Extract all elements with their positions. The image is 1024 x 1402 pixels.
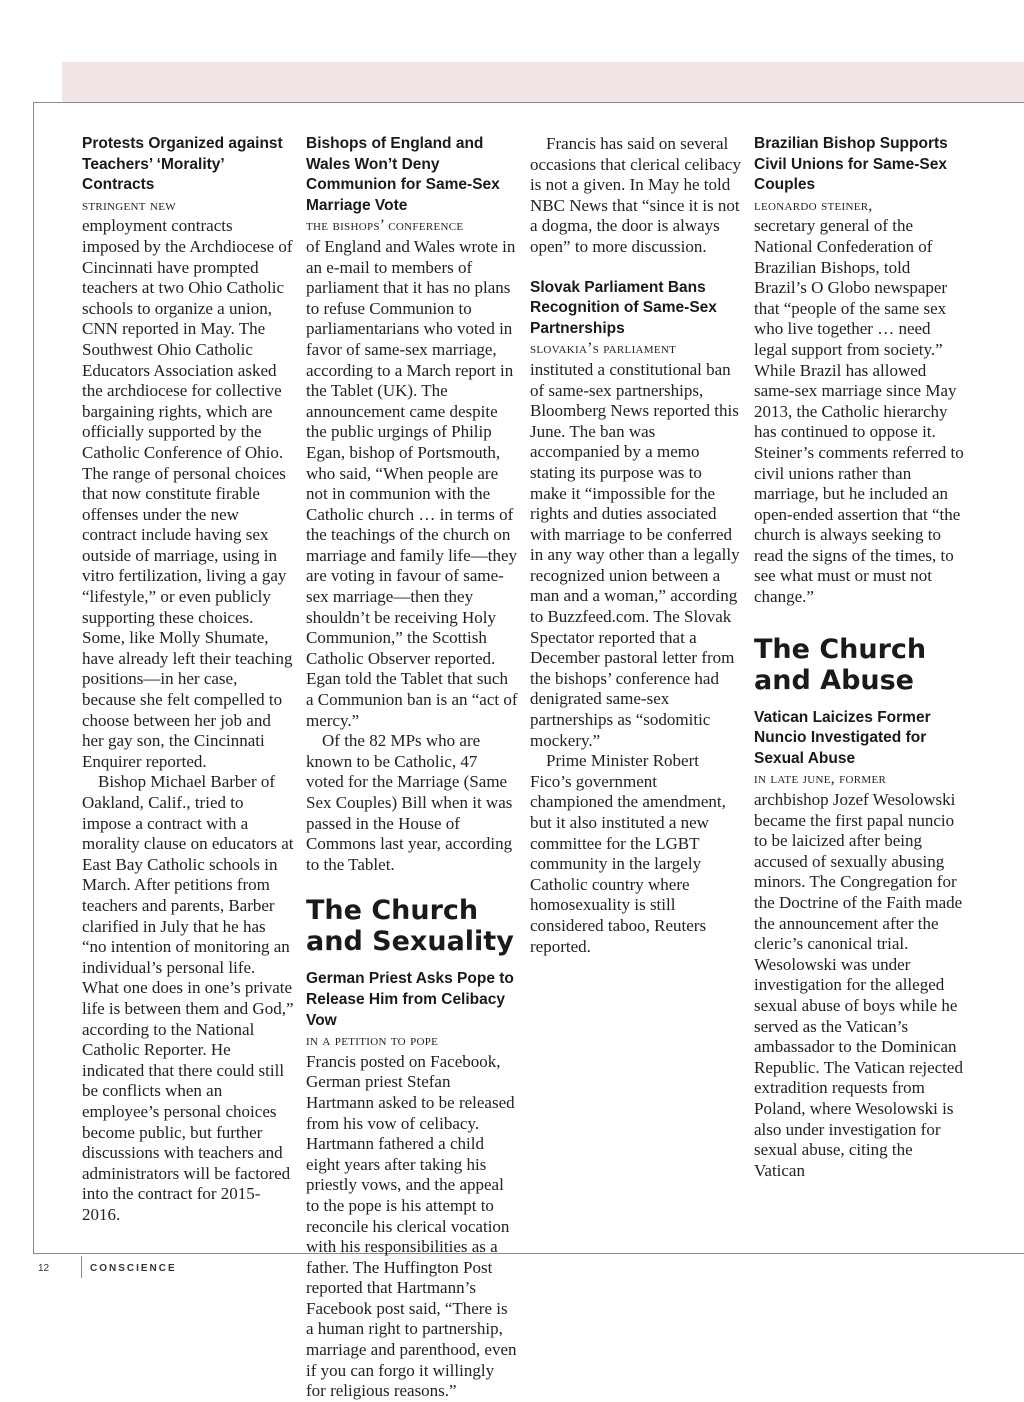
column-1 [82, 134, 294, 1225]
headline-vatican-laicizes: Vatican Laicizes Former Nuncio Investigated for Sexual Abuse [754, 708, 931, 767]
column-2 [306, 134, 518, 1402]
lead-in: in late june, former [754, 770, 887, 788]
body-paragraph: instituted a constitutional ban of same-sex partnerships, Bloomberg News reported this June. The ban was accompanied by a memo stating its purpose was to make it “impossible for the rights and duties associated with marriage to be conferred in any way other than a legally recognized union between a man and a woman,” according to Buzzfeed.com. The Slovak Spectator reported that a December pastoral letter from the bishops’ conference had denigrated same-sex partnerships as “sodomitic mockery.” [530, 359, 740, 750]
body-paragraph: Bishop Michael Barber of Oakland, Calif., tried to impose a contract with a morality clause on educators at East Bay Catholic schools in March. After petitions from teachers and parents, Barber clarified in July that he has “no intention of monitoring an individual’s personal life. What one does in one’s private life is between them and God,” according to the National Catholic Reporter. He indicated that there could still be conflicts when an employee’s personal choices become public, but further discussions with teachers and administrators will be factored into the contract for 2015-2016. [82, 772, 294, 1224]
lead-in: leonardo steiner, [754, 196, 873, 214]
lead-in: slovakia’s parliament [530, 340, 677, 358]
top-rule [33, 102, 1024, 103]
footer-divider [81, 1256, 82, 1278]
publication-name: CONSCIENCE [90, 1263, 177, 1274]
body-paragraph: Of the 82 MPs who are known to be Catholic, 47 voted for the Marriage (Same Sex Couples) Bill when it was passed in the House of Commons last year, according to the Tablet. [306, 731, 513, 874]
header-band [62, 62, 1024, 102]
headline-teachers-contracts: Protests Organized against Teachers’ ‘Morality’ Contracts [82, 135, 283, 194]
page-number: 12 [38, 1263, 50, 1274]
lead-in: the bishops’ conference [306, 217, 464, 235]
bottom-rule [33, 1253, 1024, 1254]
section-heading-abuse: The Church and Abuse [754, 633, 927, 696]
body-paragraph: of England and Wales wrote in an e-mail to members of parliament that it has no plans to refuse Communion to parliamentarians who voted in favor of same-sex marriage, according to a March report in the Tablet (UK). The announcement came despite the public urgings of Philip Egan, bishop of Portsmouth, who said, “When people are not in communion with the Catholic church … in terms of the teachings of the church on marriage and family life—they are voting in favour of same-sex marriage—then they shouldn’t be receiving Holy Communion,” the Scottish Catholic Observer reported. Egan told the Tablet that such a Communion ban is an “act of mercy.” [306, 236, 518, 730]
body-paragraph: Francis has said on several occasions that clerical celibacy is not a given. In May he told NBC News that “since it is not a dogma, the door is always open” to more discussion. [530, 134, 741, 256]
section-heading-sexuality: The Church and Sexuality [306, 895, 514, 958]
headline-bishops-communion: Bishops of England and Wales Won’t Deny Communion for Same-Sex Marriage Vote [306, 135, 500, 214]
lead-in: in a petition to pope [306, 1032, 439, 1050]
headline-german-priest: German Priest Asks Pope to Release Him from Celibacy Vow [306, 970, 514, 1029]
body-paragraph: archbishop Jozef Wesolowski became the first papal nuncio to be laicized after being accused of sexually abusing minors. The Congregation for the Doctrine of the Faith made the announcement after the cleric’s canonical trial. Wesolowski was under investigation for the alleged sexual abuse of boys while he served as the Vatican’s ambassador to the Dominican Republic. The Vatican rejected extradition requests from Poland, where Wesolowski is also under investigation for sexual abuse, citing the Vatican [754, 790, 963, 1180]
headline-slovak-parliament: Slovak Parliament Bans Recognition of Same-Sex Partnerships [530, 278, 717, 337]
headline-brazilian-bishop: Brazilian Bishop Supports Civil Unions for Same-Sex Couples [754, 135, 948, 194]
left-rule [33, 102, 34, 1254]
body-paragraph: Francis posted on Facebook, German priest Stefan Hartmann asked to be released from his vow of celibacy. Hartmann fathered a child eight years after taking his priestly vows, and the appeal to the pope is his attempt to reconcile his clerical vocation with his responsibilities as a father. The Huffington Post reported that Hartmann’s Facebook post said, “There is a human right to partnership, marriage and parenthood, even if you can forgo it willingly for religious reasons.” [306, 1051, 517, 1401]
body-paragraph: secretary general of the National Confederation of Brazilian Bishops, told Brazil’s O Globo newspaper that “people of the same sex who live together … need legal support from society.” While Brazil has allowed same-sex marriage since May 2013, the Catholic hierarchy has continued to oppose it. Steiner’s comments referred to civil unions rather than marriage, but he included an open-ended assertion that “the church is always seeking to read the signs of the times, to see what must or must not change.” [754, 216, 964, 607]
lead-in: stringent new [82, 196, 176, 214]
column-3 [530, 134, 742, 957]
body-paragraph: employment contracts imposed by the Archdiocese of Cincinnati have prompted teachers at two Ohio Catholic schools to organize a union, CNN reported in May. The Southwest Ohio Catholic Educators Association asked the archdiocese for collective bargaining rights, which are officially supported by the Catholic Conference of Ohio. The range of personal choices that now constitute firable offenses under the new contract include having sex outside of marriage, using in vitro fertilization, living a gay “lifestyle,” or even publicly supporting these choices. Some, like Molly Shumate, have already left their teaching positions—in her case, because she felt compelled to choose between her job and her gay son, the Cincinnati Enquirer reported. [82, 216, 293, 771]
column-4 [754, 134, 966, 1181]
body-paragraph: Prime Minister Robert Fico’s government championed the amendment, but it also instituted a new committee for the LGBT community in the largely Catholic country where homosexuality is still considered taboo, Reuters reported. [530, 751, 726, 956]
